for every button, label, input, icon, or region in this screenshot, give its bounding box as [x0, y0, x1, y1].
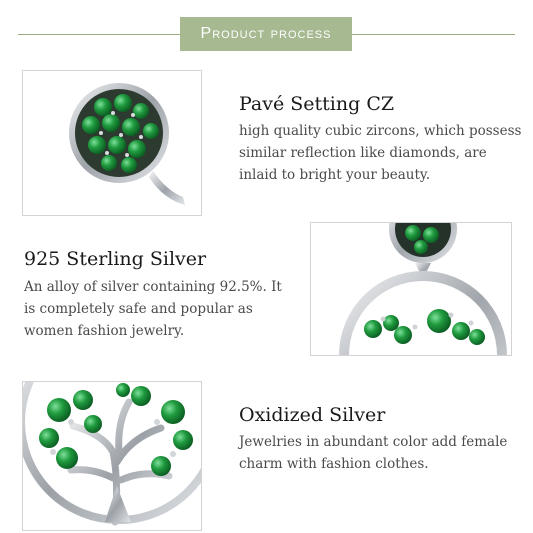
feature-desc-pave [239, 120, 525, 186]
desc-line: An alloy of silver containing 92.5%. It [24, 279, 282, 295]
pave-disc-image [23, 71, 201, 215]
desc-line: charm with fashion clothes. [239, 456, 429, 472]
feature-desc-oxidized [239, 431, 525, 475]
section-title: Product process [200, 25, 332, 42]
header-banner [180, 17, 352, 51]
pave-setting-photo [22, 70, 202, 216]
oxidized-silver-photo [22, 381, 202, 531]
sterling-pendant-image [311, 223, 511, 355]
desc-line: high quality cubic zircons, which possess [239, 123, 522, 139]
tree-of-life-image [23, 382, 201, 530]
feature-desc-silver [24, 276, 304, 342]
desc-line: is completely safe and popular as [24, 301, 253, 317]
desc-line: similar reflection like diamonds, are [239, 145, 487, 161]
section-header [0, 0, 533, 72]
feature-title-pave: Pavé Setting CZ [239, 93, 395, 115]
desc-line: Jewelries in abundant color add female [239, 434, 508, 450]
desc-line: inlaid to bright your beauty. [239, 167, 431, 183]
desc-line: women fashion jewelry. [24, 323, 185, 339]
feature-title-silver: 925 Sterling Silver [24, 248, 207, 270]
sterling-silver-photo [310, 222, 512, 356]
feature-title-oxidized: Oxidized Silver [239, 404, 386, 426]
